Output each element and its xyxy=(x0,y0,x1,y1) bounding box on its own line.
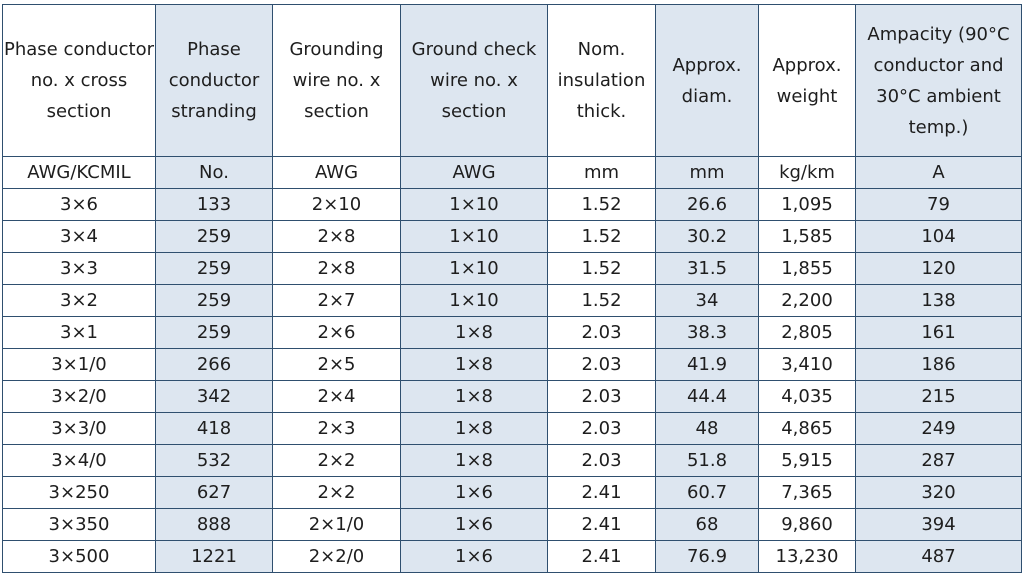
table-cell: 2.03 xyxy=(548,349,656,381)
table-row xyxy=(3,317,1022,349)
table-row xyxy=(3,349,1022,381)
table-cell: 2.03 xyxy=(548,317,656,349)
table-cell: 1×8 xyxy=(401,317,548,349)
table-cell: 1.52 xyxy=(548,189,656,221)
table-cell: 1×8 xyxy=(401,413,548,445)
table-cell: 2×10 xyxy=(273,189,401,221)
table-cell: 2.41 xyxy=(548,541,656,573)
table-cell: 44.4 xyxy=(656,381,759,413)
table-cell: 1,855 xyxy=(759,253,856,285)
table-cell: 26.6 xyxy=(656,189,759,221)
table-row xyxy=(3,253,1022,285)
table-cell: 2.41 xyxy=(548,477,656,509)
table-cell: 60.7 xyxy=(656,477,759,509)
table-cell: 418 xyxy=(156,413,273,445)
unit-cell: No. xyxy=(156,157,273,189)
table-cell: 287 xyxy=(856,445,1022,477)
table-cell: 2×8 xyxy=(273,221,401,253)
table-row xyxy=(3,445,1022,477)
table-cell: 3×4/0 xyxy=(3,445,156,477)
table-cell: 3×2/0 xyxy=(3,381,156,413)
table-cell: 1×10 xyxy=(401,189,548,221)
table-row xyxy=(3,541,1022,573)
table-row xyxy=(3,381,1022,413)
table-cell: 133 xyxy=(156,189,273,221)
table-cell: 394 xyxy=(856,509,1022,541)
table-row xyxy=(3,413,1022,445)
table-cell: 2,200 xyxy=(759,285,856,317)
table-cell: 3×3/0 xyxy=(3,413,156,445)
table-cell: 161 xyxy=(856,317,1022,349)
table-cell: 888 xyxy=(156,509,273,541)
table-cell: 1×6 xyxy=(401,477,548,509)
table-cell: 2.41 xyxy=(548,509,656,541)
table-row xyxy=(3,285,1022,317)
table-cell: 1,095 xyxy=(759,189,856,221)
table-cell: 259 xyxy=(156,253,273,285)
table-cell: 1×8 xyxy=(401,349,548,381)
table-row xyxy=(3,221,1022,253)
table-cell: 2×2 xyxy=(273,445,401,477)
table-cell: 48 xyxy=(656,413,759,445)
table-cell: 1×8 xyxy=(401,445,548,477)
table-cell: 532 xyxy=(156,445,273,477)
table-row xyxy=(3,509,1022,541)
table-cell: 2×1/0 xyxy=(273,509,401,541)
header-grounding-wire: Grounding wire no. x section xyxy=(273,5,401,157)
header-diameter: Approx. diam. xyxy=(656,5,759,157)
unit-cell: A xyxy=(856,157,1022,189)
unit-cell: AWG/KCMIL xyxy=(3,157,156,189)
table-cell: 2.03 xyxy=(548,381,656,413)
header-ground-check-wire: Ground check wire no. x section xyxy=(401,5,548,157)
table-cell: 3×4 xyxy=(3,221,156,253)
table-cell: 215 xyxy=(856,381,1022,413)
unit-cell: AWG xyxy=(401,157,548,189)
table-cell: 38.3 xyxy=(656,317,759,349)
table-cell: 2.03 xyxy=(548,445,656,477)
table-cell: 68 xyxy=(656,509,759,541)
table-cell: 3×2 xyxy=(3,285,156,317)
table-cell: 1221 xyxy=(156,541,273,573)
table-cell: 79 xyxy=(856,189,1022,221)
table-cell: 3×1/0 xyxy=(3,349,156,381)
table-cell: 2×3 xyxy=(273,413,401,445)
header-stranding: Phase conductor stranding xyxy=(156,5,273,157)
table-cell: 9,860 xyxy=(759,509,856,541)
table-cell: 4,865 xyxy=(759,413,856,445)
table-cell: 259 xyxy=(156,221,273,253)
table-cell: 138 xyxy=(856,285,1022,317)
table-cell: 259 xyxy=(156,285,273,317)
table-cell: 186 xyxy=(856,349,1022,381)
table-cell: 3,410 xyxy=(759,349,856,381)
table-cell: 2×7 xyxy=(273,285,401,317)
table-cell: 487 xyxy=(856,541,1022,573)
header-insulation-thickness: Nom. insulation thick. xyxy=(548,5,656,157)
header-row xyxy=(3,5,1022,157)
table-cell: 342 xyxy=(156,381,273,413)
table-cell: 259 xyxy=(156,317,273,349)
table-cell: 249 xyxy=(856,413,1022,445)
table-cell: 4,035 xyxy=(759,381,856,413)
header-phase-conductor: Phase conductor no. x cross section xyxy=(3,5,156,157)
units-row xyxy=(3,157,1022,189)
unit-cell: mm xyxy=(656,157,759,189)
table-cell: 1.52 xyxy=(548,221,656,253)
table-cell: 2×2/0 xyxy=(273,541,401,573)
table-cell: 1×10 xyxy=(401,221,548,253)
table-cell: 2×2 xyxy=(273,477,401,509)
table-cell: 627 xyxy=(156,477,273,509)
table-cell: 320 xyxy=(856,477,1022,509)
table-cell: 120 xyxy=(856,253,1022,285)
unit-cell: kg/km xyxy=(759,157,856,189)
table-cell: 30.2 xyxy=(656,221,759,253)
table-cell: 3×6 xyxy=(3,189,156,221)
table-cell: 1×8 xyxy=(401,381,548,413)
table-cell: 3×3 xyxy=(3,253,156,285)
table-cell: 1.52 xyxy=(548,285,656,317)
table-cell: 266 xyxy=(156,349,273,381)
table-cell: 31.5 xyxy=(656,253,759,285)
table-cell: 41.9 xyxy=(656,349,759,381)
unit-cell: mm xyxy=(548,157,656,189)
table-cell: 13,230 xyxy=(759,541,856,573)
table-row xyxy=(3,189,1022,221)
table-cell: 5,915 xyxy=(759,445,856,477)
table-cell: 1.52 xyxy=(548,253,656,285)
table-cell: 34 xyxy=(656,285,759,317)
table-cell: 1×6 xyxy=(401,541,548,573)
table-cell: 3×250 xyxy=(3,477,156,509)
table-cell: 1×6 xyxy=(401,509,548,541)
table-cell: 76.9 xyxy=(656,541,759,573)
table-cell: 1×10 xyxy=(401,253,548,285)
table-cell: 2×4 xyxy=(273,381,401,413)
cable-specs-table xyxy=(2,4,1022,573)
header-ampacity: Ampacity (90°C conductor and 30°C ambient temp.) xyxy=(856,5,1022,157)
table-cell: 2.03 xyxy=(548,413,656,445)
unit-cell: AWG xyxy=(273,157,401,189)
table-cell: 1×10 xyxy=(401,285,548,317)
table-row xyxy=(3,477,1022,509)
table-cell: 104 xyxy=(856,221,1022,253)
header-weight: Approx. weight xyxy=(759,5,856,157)
table-cell: 2×8 xyxy=(273,253,401,285)
table-cell: 2×6 xyxy=(273,317,401,349)
table-cell: 1,585 xyxy=(759,221,856,253)
table-cell: 7,365 xyxy=(759,477,856,509)
table-cell: 3×1 xyxy=(3,317,156,349)
table-cell: 51.8 xyxy=(656,445,759,477)
table-cell: 2×5 xyxy=(273,349,401,381)
table-cell: 3×500 xyxy=(3,541,156,573)
table-cell: 3×350 xyxy=(3,509,156,541)
table-cell: 2,805 xyxy=(759,317,856,349)
